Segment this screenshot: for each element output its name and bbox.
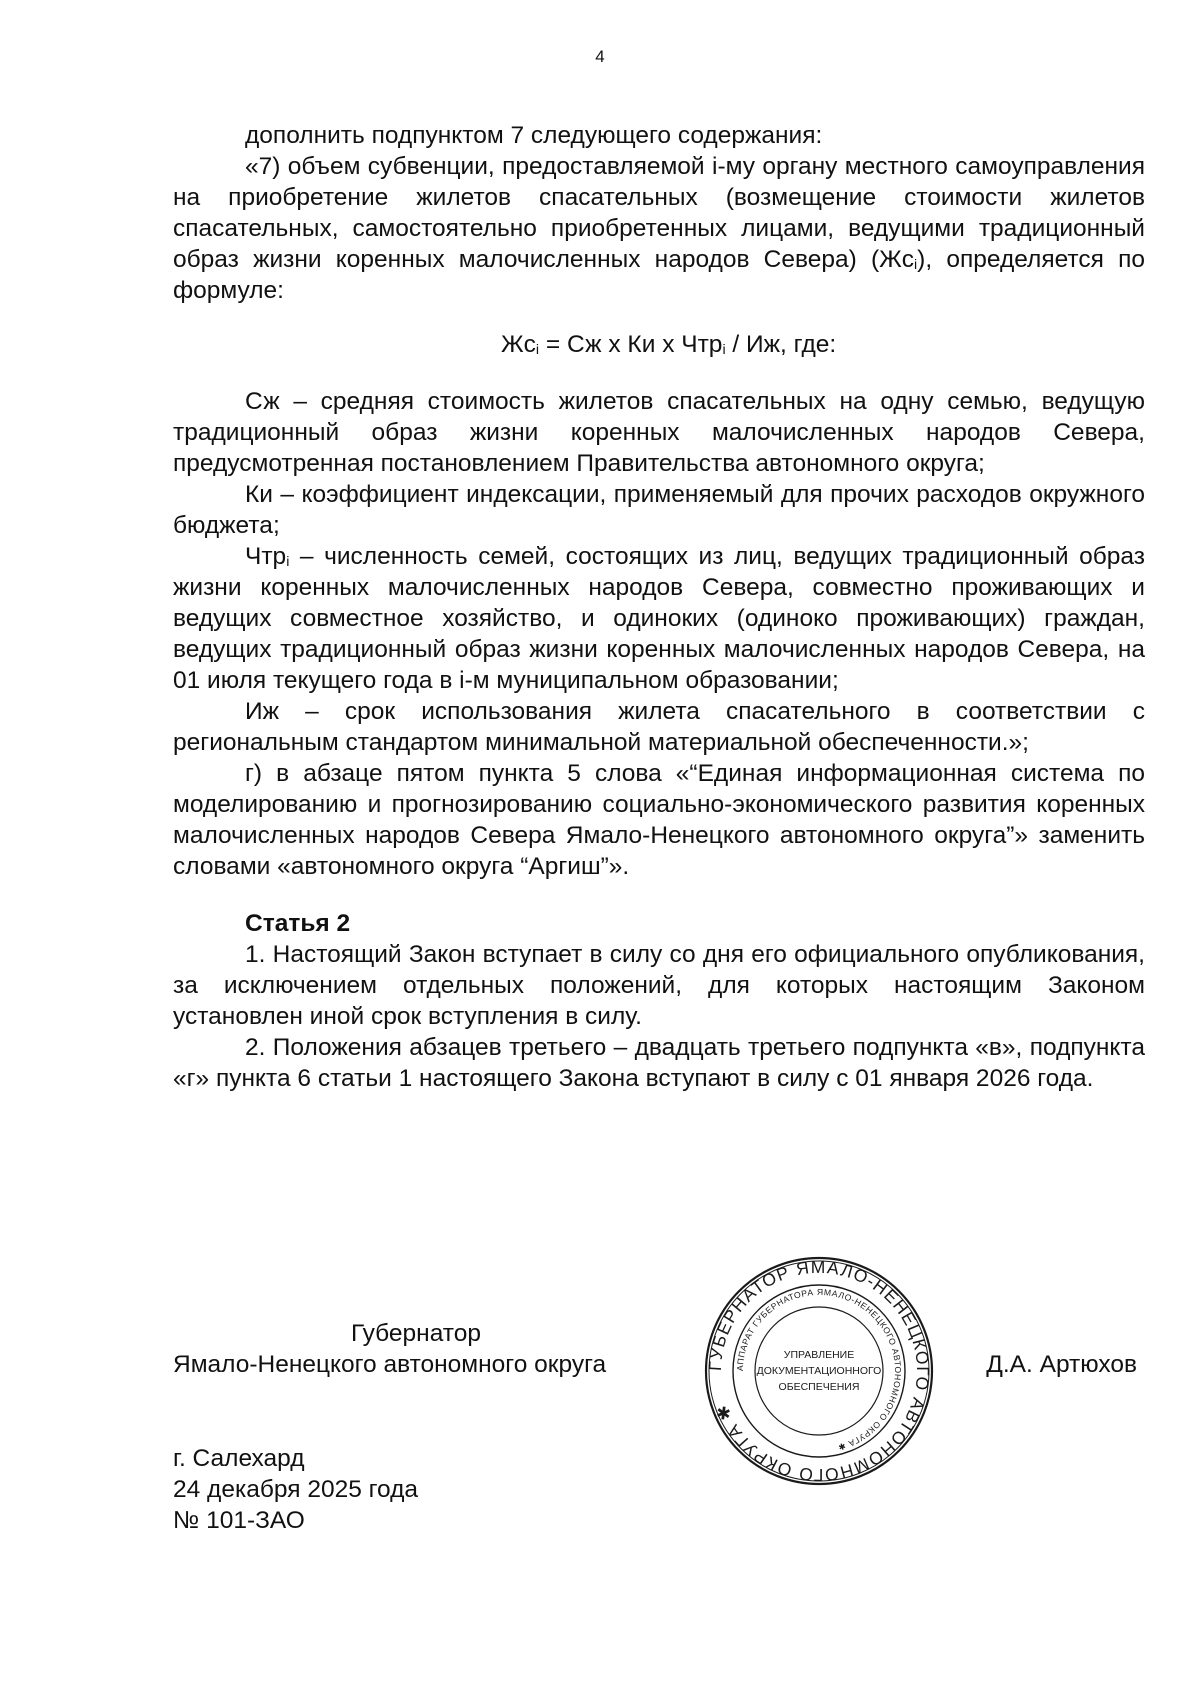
law-number: № 101-ЗАО — [173, 1507, 305, 1534]
article-2-clause-2: 2. Положения абзацев третьего – двадцать третьего подпункта «в», подпункта «г» пункта 6 статьи 1 настоящего Закона вступают в силу с 01 января 2026 года. — [173, 1034, 1145, 1092]
signatory-name: Д.А. Артюхов — [986, 1351, 1137, 1378]
seal-center-line-3: ОБЕСПЕЧЕНИЯ — [778, 1381, 860, 1393]
definition-izh: Иж – срок использования жилета спасательного в соответствии с региональным стандартом минимальной материальной обеспеченности.»; — [173, 698, 1145, 756]
signing-date: 24 декабря 2025 года — [173, 1476, 419, 1503]
formula: $Жс_i$ = Сж x Ки x Чтр$_i$ / Иж, где: — [501, 331, 837, 359]
official-seal — [703, 1255, 935, 1487]
seal-middle-text: АППАРАТ ГУБЕРНАТОРА ЯМАЛО-НЕНЕЦКОГО АВТОНОМНОГО ОКРУГА ✱ — [734, 1286, 904, 1453]
place-of-signing: г. Салехард — [173, 1445, 305, 1472]
definition-ki: Ки – коэффициент индексации, применяемый для прочих расходов окружного бюджета; — [173, 481, 1145, 539]
definition-chtr: Чтр$_i$ – численность семей, состоящих из лиц, ведущих традиционный образ жизни коренных малочисленных народов Севера, совместно проживающих и ведущих совместное хозяйство, и одиноких (одиноко проживающих) граждан, ведущих традиционный образ жизни коренных малочисленных народов Севера, на 01 июля текущего года в i-м муниципальном образовании; — [173, 543, 1145, 694]
article-2-clause-1: 1. Настоящий Закон вступает в силу со дня его официального опубликования, за исключением отдельных положений, для которых настоящим Законом установлен иной срок вступления в силу. — [173, 941, 1145, 1030]
seal-center-line-2: ДОКУМЕНТАЦИОННОГО — [756, 1365, 882, 1377]
signatory-title-line-2: Ямало-Ненецкого автономного округа — [173, 1351, 607, 1378]
signatory-title-line-1: Губернатор — [351, 1320, 481, 1347]
signatory-title — [173, 1318, 673, 1380]
page-number: 4 — [595, 47, 605, 66]
document-footer — [173, 1443, 418, 1536]
paragraph-intro: дополнить подпунктом 7 следующего содержания: — [245, 122, 823, 149]
article-heading: Статья 2 — [245, 910, 351, 937]
paragraph-g: г) в абзаце пятом пункта 5 слова «“Единая информационная система по моделированию и прогнозированию социально-экономического развития коренных малочисленных народов Севера Ямало-Ненецкого автономного округа”» заменить словами «автономного округа “Аргиш”». — [173, 760, 1145, 880]
seal-outer-text: ГУБЕРНАТОР ЯМАЛО-НЕНЕЦКОГО АВТОНОМНОГО ОКРУГА ✱ — [704, 1256, 934, 1486]
definition-szh: Сж – средняя стоимость жилетов спасательных на одну семью, ведущую традиционный образ жизни коренных малочисленных народов Севера, предусмотренная постановлением Правительства автономного округа; — [173, 388, 1145, 477]
document-body — [173, 120, 1145, 1094]
paragraph-subpoint-7: «7) объем субвенции, предоставляемой i-му органу местного самоуправления на приобретение жилетов спасательных (возмещение стоимости жилетов спасательных, самостоятельно приобретенных лицами, ведущими традиционный образ жизни коренных малочисленных народов Севера) $(Жс_i)$, определяется по формуле: — [173, 153, 1145, 304]
seal-center-line-1: УПРАВЛЕНИЕ — [783, 1349, 855, 1361]
